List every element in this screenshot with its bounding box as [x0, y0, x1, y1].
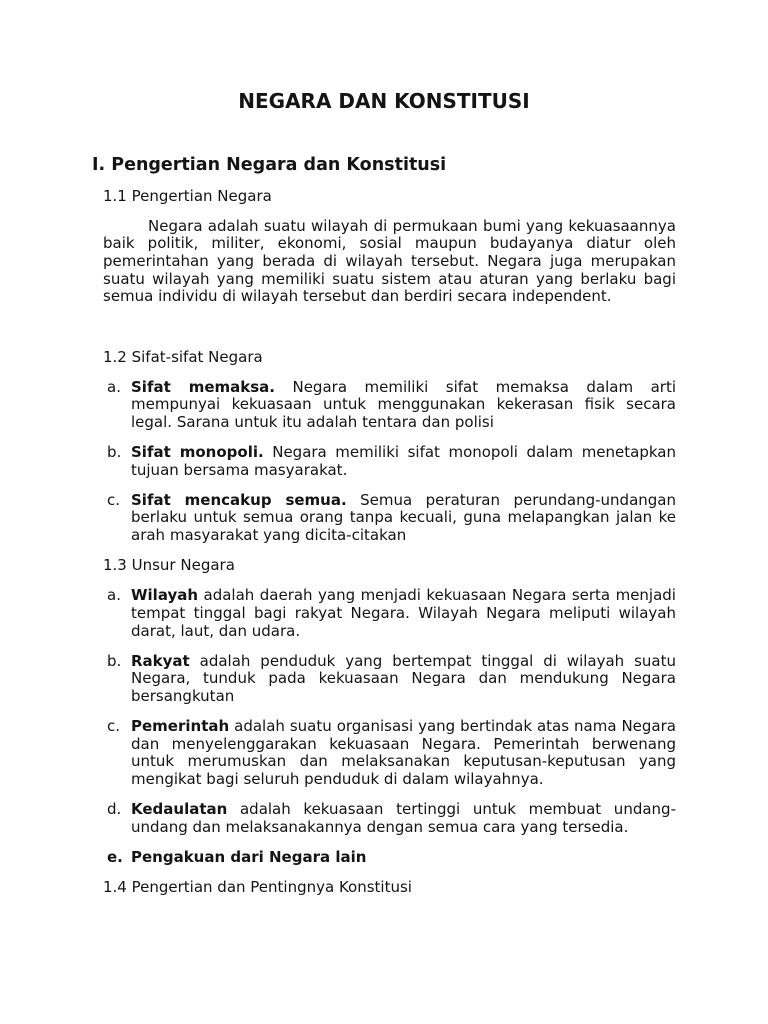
- list-item-text: Negara memiliki sifat monopoli dalam menetapkan: [272, 443, 676, 462]
- list-item-text-line: dan menyelenggarakan kekuasaan Negara. Pemerintah berwenang: [131, 734, 676, 753]
- paragraph-line: baik politik, militer, ekonomi, sosial maupun budayanya diatur oleh: [103, 234, 676, 253]
- list-marker: a.: [107, 377, 121, 396]
- paragraph-line: Negara adalah suatu wilayah di permukaan bumi yang kekuasaannya: [148, 216, 676, 235]
- list-item-lead: Kedaulatan: [131, 800, 228, 819]
- list-item-text-line: untuk merumuskan dan melaksanakan keputusan-keputusan yang: [131, 752, 676, 771]
- document-body: [92, 155, 677, 909]
- list-item-text-line: tujuan bersama masyarakat.: [131, 460, 348, 479]
- list-item-text: adalah daerah yang menjadi kekuasaan Negara serta menjadi: [203, 586, 676, 605]
- list-item: [103, 849, 676, 867]
- list-item: [103, 379, 676, 432]
- list-item-text-line: [131, 492, 676, 510]
- list-item-text: Semua peraturan perundang-undangan: [360, 490, 676, 509]
- list-item-lead: Wilayah: [131, 586, 199, 605]
- section-heading: 1.1 Pengertian Negara: [103, 186, 272, 205]
- list-item-lead: Sifat mencakup semua.: [131, 490, 347, 509]
- list-item-text: adalah suatu organisasi yang bertindak atas nama Negara: [234, 717, 676, 736]
- list-item-text-line: bersangkutan: [131, 687, 235, 706]
- list-item: [103, 587, 676, 640]
- list-item-text-line: [131, 444, 676, 462]
- section-heading: 1.2 Sifat-sifat Negara: [103, 347, 263, 366]
- list-item-text-line: [131, 653, 676, 671]
- list-item: [103, 492, 676, 545]
- section-heading: 1.4 Pengertian dan Pentingnya Konstitusi: [103, 878, 412, 897]
- chapter-heading: I. Pengertian Negara dan Konstitusi: [92, 155, 447, 175]
- list-item-text-line: [131, 587, 676, 605]
- list-item-text-line: [131, 801, 676, 819]
- list-item-text-line: darat, laut, dan udara.: [131, 621, 301, 640]
- list-item: [103, 718, 676, 788]
- list-item: [103, 801, 676, 836]
- list-item-lead: Pemerintah: [131, 717, 230, 736]
- list-marker: c.: [107, 717, 121, 736]
- list-item-text: Negara memiliki sifat memaksa dalam arti: [292, 377, 677, 396]
- list-item-lead: Pengakuan dari Negara lain: [131, 847, 367, 866]
- list-item: [103, 653, 676, 706]
- list-marker: e.: [107, 847, 123, 866]
- list-item-text: adalah kekuasaan tertinggi untuk membuat undang-: [239, 800, 676, 819]
- list-item-text-line: [131, 849, 676, 867]
- list-marker: c.: [107, 490, 121, 509]
- document-title: NEGARA DAN KONSTITUSI: [238, 89, 530, 113]
- list-item-text-line: [131, 718, 676, 736]
- list-item-text-line: mengikat bagi seluruh penduduk di dalam wilayahnya.: [131, 769, 544, 788]
- list-item-text-line: [131, 379, 676, 397]
- list-item: [103, 444, 676, 479]
- paragraph: [103, 218, 676, 306]
- list-item-text-line: arah masyarakat yang dicita-citakan: [131, 526, 407, 545]
- list-marker: d.: [107, 800, 122, 819]
- list-item-text-line: legal. Sarana untuk itu adalah tentara dan polisi: [131, 412, 494, 431]
- paragraph-line: pemerintahan yang berada di wilayah tersebut. Negara juga merupakan: [103, 251, 676, 270]
- list-item-text-line: undang dan melaksanakannya dengan semua cara yang tersedia.: [131, 817, 629, 836]
- list-item-lead: Sifat monopoli.: [131, 443, 264, 462]
- section-heading: 1.3 Unsur Negara: [103, 556, 235, 575]
- list-item-text-line: berlaku untuk semua orang tanpa kecuali, guna melapangkan jalan ke: [131, 508, 676, 527]
- list-item-lead: Rakyat: [131, 651, 190, 670]
- list-item-text: adalah penduduk yang bertempat tinggal di wilayah suatu: [199, 651, 676, 670]
- list-marker: a.: [107, 586, 121, 605]
- list-item-text-line: Negara, tunduk pada kekuasaan Negara dan mendukung Negara: [131, 669, 676, 688]
- list-item-lead: Sifat memaksa.: [131, 377, 275, 396]
- paragraph-line: suatu wilayah yang memiliki suatu sistem atau aturan yang berlaku bagi: [103, 269, 676, 288]
- list-marker: b.: [107, 651, 122, 670]
- list-marker: b.: [107, 443, 122, 462]
- paragraph-line: semua individu di wilayah tersebut dan berdiri secara independent.: [103, 287, 612, 306]
- list-item-text-line: mempunyai kekuasaan untuk menggunakan kekerasan fisik secara: [131, 395, 676, 414]
- list-item-text-line: tempat tinggal bagi rakyat Negara. Wilayah Negara meliputi wilayah: [131, 604, 676, 623]
